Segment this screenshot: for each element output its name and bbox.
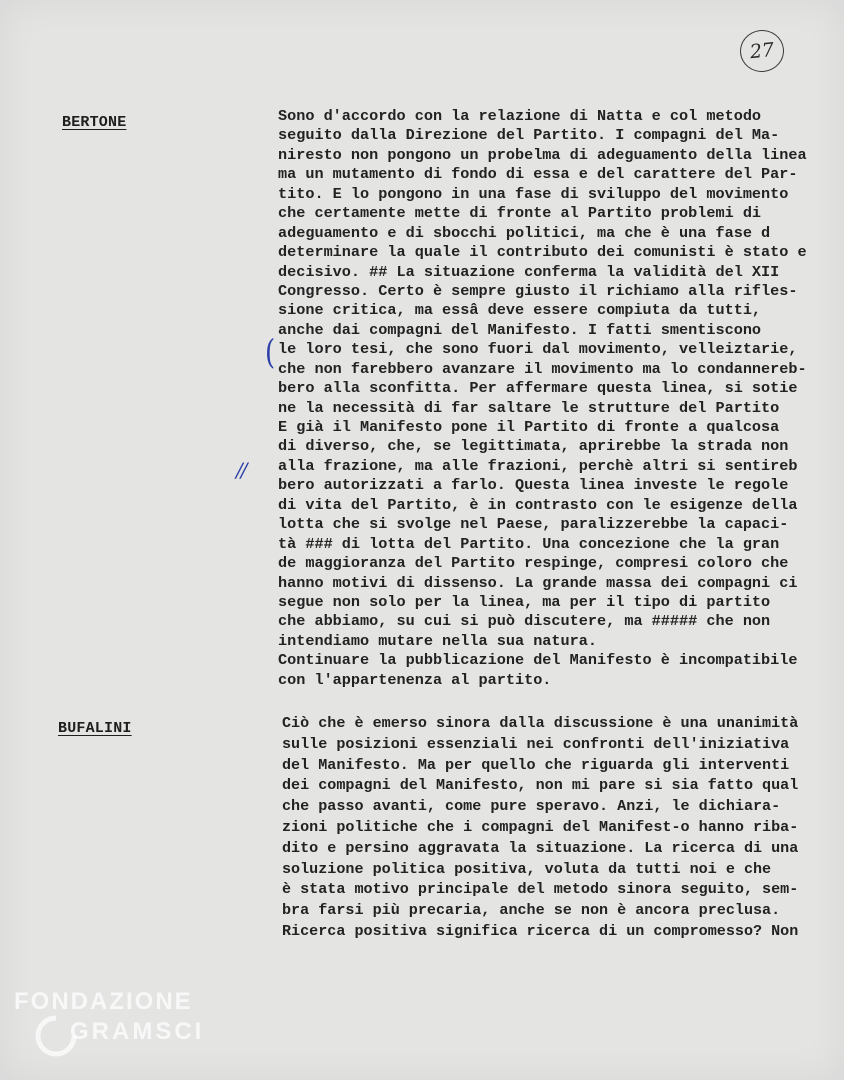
- text-line: alla frazione, ma alle frazioni, perchè altri si sentireb: [278, 456, 798, 475]
- speech-text-bufalini: [282, 713, 844, 942]
- archive-watermark: [14, 988, 214, 1068]
- text-line: de maggioranza del Partito respinge, compresi coloro che: [278, 554, 789, 573]
- text-line: soluzione politica positiva, voluta da tutti noi e che: [282, 859, 772, 878]
- text-line: con l'appartenenza al partito.: [278, 670, 552, 689]
- text-line: niresto non pongono un probelma di adeguamento della linea: [278, 145, 807, 164]
- text-line: che certamente mette di fronte al Partito problemi di: [278, 204, 762, 223]
- text-line: che non farebbero avanzare il movimento ma lo condannereb-: [278, 359, 807, 378]
- margin-paren-mark: (: [265, 333, 276, 373]
- text-line: tà ### di lotta del Partito. Una concezione che la gran: [278, 534, 780, 553]
- text-line: bero autorizzati a farlo. Questa linea investe le regole: [278, 476, 789, 495]
- text-line: bero alla sconfitta. Per affermare questa linea, si sotie: [278, 379, 798, 398]
- text-line: sulle posizioni essenziali nei confronti dell'iniziativa: [282, 734, 790, 753]
- text-line: hanno motivi di dissenso. La grande massa dei compagni ci: [278, 573, 798, 592]
- text-line: dito e persino aggravata la situazione. La ricerca di una: [282, 838, 799, 857]
- text-line: zioni politiche che i compagni del Manifest-o hanno riba-: [282, 817, 799, 836]
- text-line: segue non solo per la linea, ma per il tipo di partito: [278, 592, 771, 611]
- text-line: Ciò che è emerso sinora dalla discussione è una unanimità: [282, 714, 799, 732]
- text-line: Sono d'accordo con la relazione di Natta e col metodo: [278, 107, 762, 125]
- text-line: determinare la quale il contributo dei comunisti è stato e: [278, 243, 807, 262]
- text-line: che abbiamo, su cui si può discutere, ma ##### che non: [278, 612, 771, 631]
- text-line: del Manifesto. Ma per quello che riguarda gli interventi: [282, 755, 790, 774]
- text-line: ma un mutamento di fondo di essa e del carattere del Par-: [278, 165, 798, 184]
- watermark-logo-icon: [34, 1014, 78, 1058]
- page-number-circle: [738, 28, 786, 74]
- text-line: sione critica, ma essâ deve essere compiuta da tutti,: [278, 301, 762, 320]
- text-line: Continuare la pubblicazione del Manifesto è incompatibile: [278, 651, 798, 670]
- text-line: dei compagni del Manifesto, non mi pare si sia fatto qual: [282, 776, 799, 795]
- text-line: le loro tesi, che sono fuori dal movimento, velleiztarie,: [278, 340, 798, 359]
- text-line: anche dai compagni del Manifesto. I fatti smentiscono: [278, 320, 762, 339]
- text-line: è stata motivo principale del metodo sinora seguito, sem-: [282, 880, 799, 899]
- text-line: intendiamo mutare nella sua natura.: [278, 631, 597, 650]
- text-line: adeguamento e di sbocchi politici, ma che è una fase d: [278, 223, 771, 242]
- text-line: decisivo. ## La situazione conferma la validità del XII: [278, 262, 780, 281]
- watermark-line-2: GRAMSCI: [70, 1018, 205, 1045]
- speaker-name-bufalini: BUFALINI: [58, 720, 132, 737]
- text-line: seguito dalla Direzione del Partito. I compagni del Ma-: [278, 126, 780, 145]
- speech-text-bertone: [278, 107, 844, 690]
- text-line: Ricerca positiva significa ricerca di un compromesso? Non: [282, 921, 799, 940]
- text-line: tito. E lo pongono in una fase di sviluppo del movimento: [278, 184, 789, 203]
- text-line: di vita del Partito, è in contrasto con le esigenze della: [278, 495, 798, 514]
- text-line: di diverso, che, se legittimata, aprirebbe la strada non: [278, 437, 789, 456]
- page-number: 27: [748, 38, 776, 64]
- watermark-line-1: FONDAZIONE: [14, 988, 193, 1015]
- text-line: che passo avanti, come pure speravo. Anzi, le dichiara-: [282, 797, 781, 816]
- text-line: Congresso. Certo è sempre giusto il richiamo alla rifles-: [278, 281, 798, 300]
- speaker-name-bertone: BERTONE: [62, 114, 127, 131]
- text-line: bra farsi più precaria, anche se non è ancora preclusa.: [282, 901, 781, 920]
- text-line: E già il Manifesto pone il Partito di fronte a qualcosa: [278, 418, 780, 436]
- text-line: ne la necessità di far saltare le strutture del Partito: [278, 398, 780, 417]
- margin-double-stroke-mark: //: [236, 458, 246, 482]
- text-line: lotta che si svolge nel Paese, paralizzerebbe la capaci-: [278, 515, 789, 534]
